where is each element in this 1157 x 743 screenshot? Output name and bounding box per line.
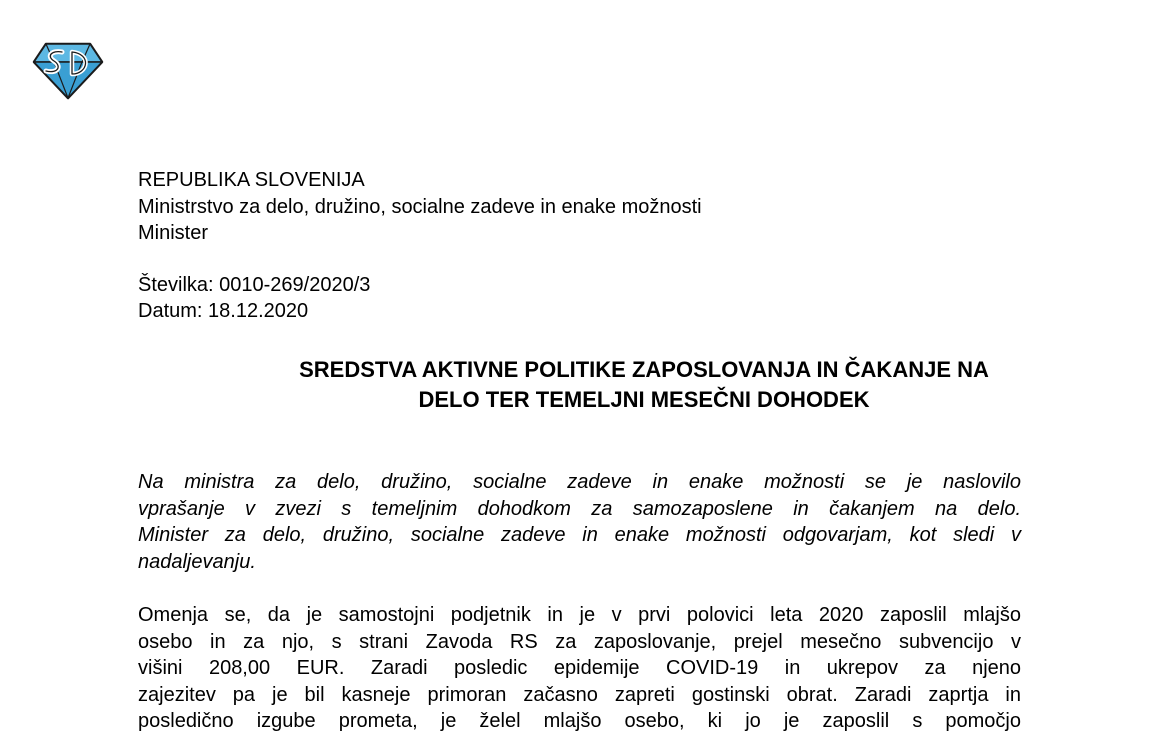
paragraph-line: Minister za delo, družino, socialne zadeve in enake možnosti odgovarjam, kot sledi v <box>138 524 1021 546</box>
sd-logo-graphic <box>32 40 104 100</box>
intro-paragraph <box>138 469 1021 575</box>
document-title <box>138 355 1150 415</box>
paragraph-line: nadaljevanju. <box>138 550 256 573</box>
document-number: Številka: 0010-269/2020/3 <box>138 274 371 296</box>
country-name: REPUBLIKA SLOVENIJA <box>138 169 365 191</box>
paragraph-line: osebo in za njo, s strani Zavoda RS za zaposlovanje, prejel mesečno subvencijo v <box>138 630 1021 653</box>
body-paragraph <box>138 602 1021 735</box>
sd-logo-icon <box>32 40 104 100</box>
sender-role: Minister <box>138 222 209 244</box>
paragraph-line: vprašanje v zvezi s temeljnim dohodkom za samozaposlene in čakanjem na delo. <box>138 497 1021 520</box>
ministry-name: Ministrstvo za delo, družino, socialne zadeve in enake možnosti <box>138 195 702 218</box>
paragraph-line: Na ministra za delo, družino, socialne zadeve in enake možnosti se je naslovilo <box>138 471 1021 493</box>
paragraph-line: zajezitev pa je bil kasneje primoran začasno zapreti gostinski obrat. Zaradi zaprtja in <box>138 683 1021 706</box>
title-line: SREDSTVA AKTIVNE POLITIKE ZAPOSLOVANJA IN ČAKANJE NA <box>299 357 989 382</box>
title-line: DELO TER TEMELJNI MESEČNI DOHODEK <box>418 387 870 412</box>
letterhead <box>138 167 702 247</box>
paragraph-line: Omenja se, da je samostojni podjetnik in je v prvi polovici leta 2020 zaposlil mlajšo <box>138 604 1021 626</box>
reference-block <box>138 273 370 324</box>
paragraph-line: višini 208,00 EUR. Zaradi posledic epidemije COVID-19 in ukrepov za njeno <box>138 657 1021 679</box>
paragraph-line: posledično izgube prometa, je želel mlajšo osebo, ki jo je zaposlil s pomočjo <box>138 710 1021 732</box>
document-date: Datum: 18.12.2020 <box>138 299 309 322</box>
